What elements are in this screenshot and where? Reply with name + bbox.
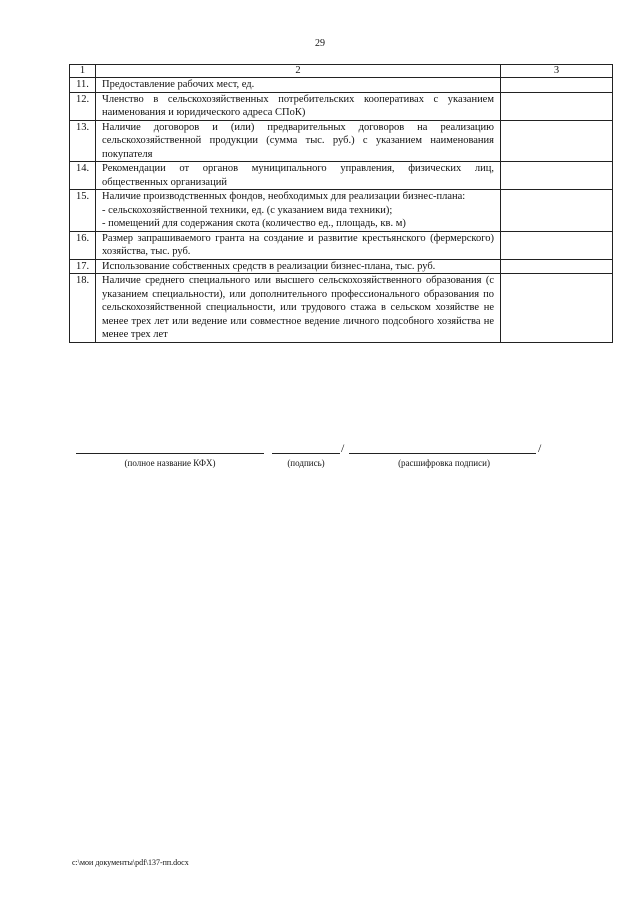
header-col-2: 2 [96,65,501,78]
table-row [70,274,613,343]
table-header-row [70,65,613,78]
row-number: 17. [70,259,96,274]
table-row [70,231,613,259]
page-number: 29 [315,38,325,49]
row-text-line: - сельскохозяйственной техники, ед. (с указанием вида техники); [102,204,393,216]
signature-decoding-line [349,453,536,454]
table-row [70,120,613,162]
row-value-cell [501,120,613,162]
header-col-1: 1 [70,65,96,78]
row-text: Членство в сельскохозяйственных потребительских кооперативах с указанием наименования и юридического адреса СПоК) [96,92,501,120]
file-path-footer: c:\мои документы\pdf\137-пп.docx [72,858,189,867]
table-row [70,92,613,120]
table-row [70,78,613,93]
row-text-line: Наличие производственных фондов, необходимых для реализации бизнес-плана: [102,191,466,202]
row-text: Предоставление рабочих мест, ед. [96,78,501,93]
row-value-cell [501,162,613,190]
row-text: Рекомендации от органов муниципального управления, физических лиц, общественных организаций [96,162,501,190]
row-value-cell [501,190,613,232]
row-number: 16. [70,231,96,259]
signature-decoding-caption: (расшифровка подписи) [398,458,490,468]
row-text-line: - помещений для содержания скота (количество ед., площадь, кв. м) [102,218,406,229]
signature-slash: / [341,441,345,455]
row-text: Наличие среднего специального или высшего сельскохозяйственного образования (с указанием специальности), или дополнительного профессионального образования по сельскохозяйственной специальности, или трудового стажа в сельском хозяйстве не менее трех лет или ведение или совместное ведение личного подсобного хозяйства не менее трех лет [96,274,501,343]
row-text: Использование собственных средств в реализации бизнес-плана, тыс. руб. [96,259,501,274]
signature-caption: (подпись) [287,458,325,468]
header-col-3: 3 [501,65,613,78]
farm-name-caption: (полное название КФХ) [124,458,216,468]
row-number: 15. [70,190,96,232]
row-value-cell [501,78,613,93]
table-row [70,162,613,190]
row-text [96,190,501,232]
farm-name-line [76,453,264,454]
signature-line [272,453,340,454]
row-text: Размер запрашиваемого гранта на создание и развитие крестьянского (фермерского) хозяйства, тыс. руб. [96,231,501,259]
row-number: 12. [70,92,96,120]
row-value-cell [501,231,613,259]
signature-slash: / [538,441,542,455]
row-number: 18. [70,274,96,343]
row-value-cell [501,274,613,343]
row-value-cell [501,259,613,274]
row-number: 13. [70,120,96,162]
row-number: 11. [70,78,96,93]
row-number: 14. [70,162,96,190]
criteria-table [69,64,613,343]
row-value-cell [501,92,613,120]
signature-block [76,441,546,471]
table-row [70,190,613,232]
table-row [70,259,613,274]
row-text: Наличие договоров и (или) предварительных договоров на реализацию сельскохозяйственной продукции (сумма тыс. руб.) с указанием наименования покупателя [96,120,501,162]
